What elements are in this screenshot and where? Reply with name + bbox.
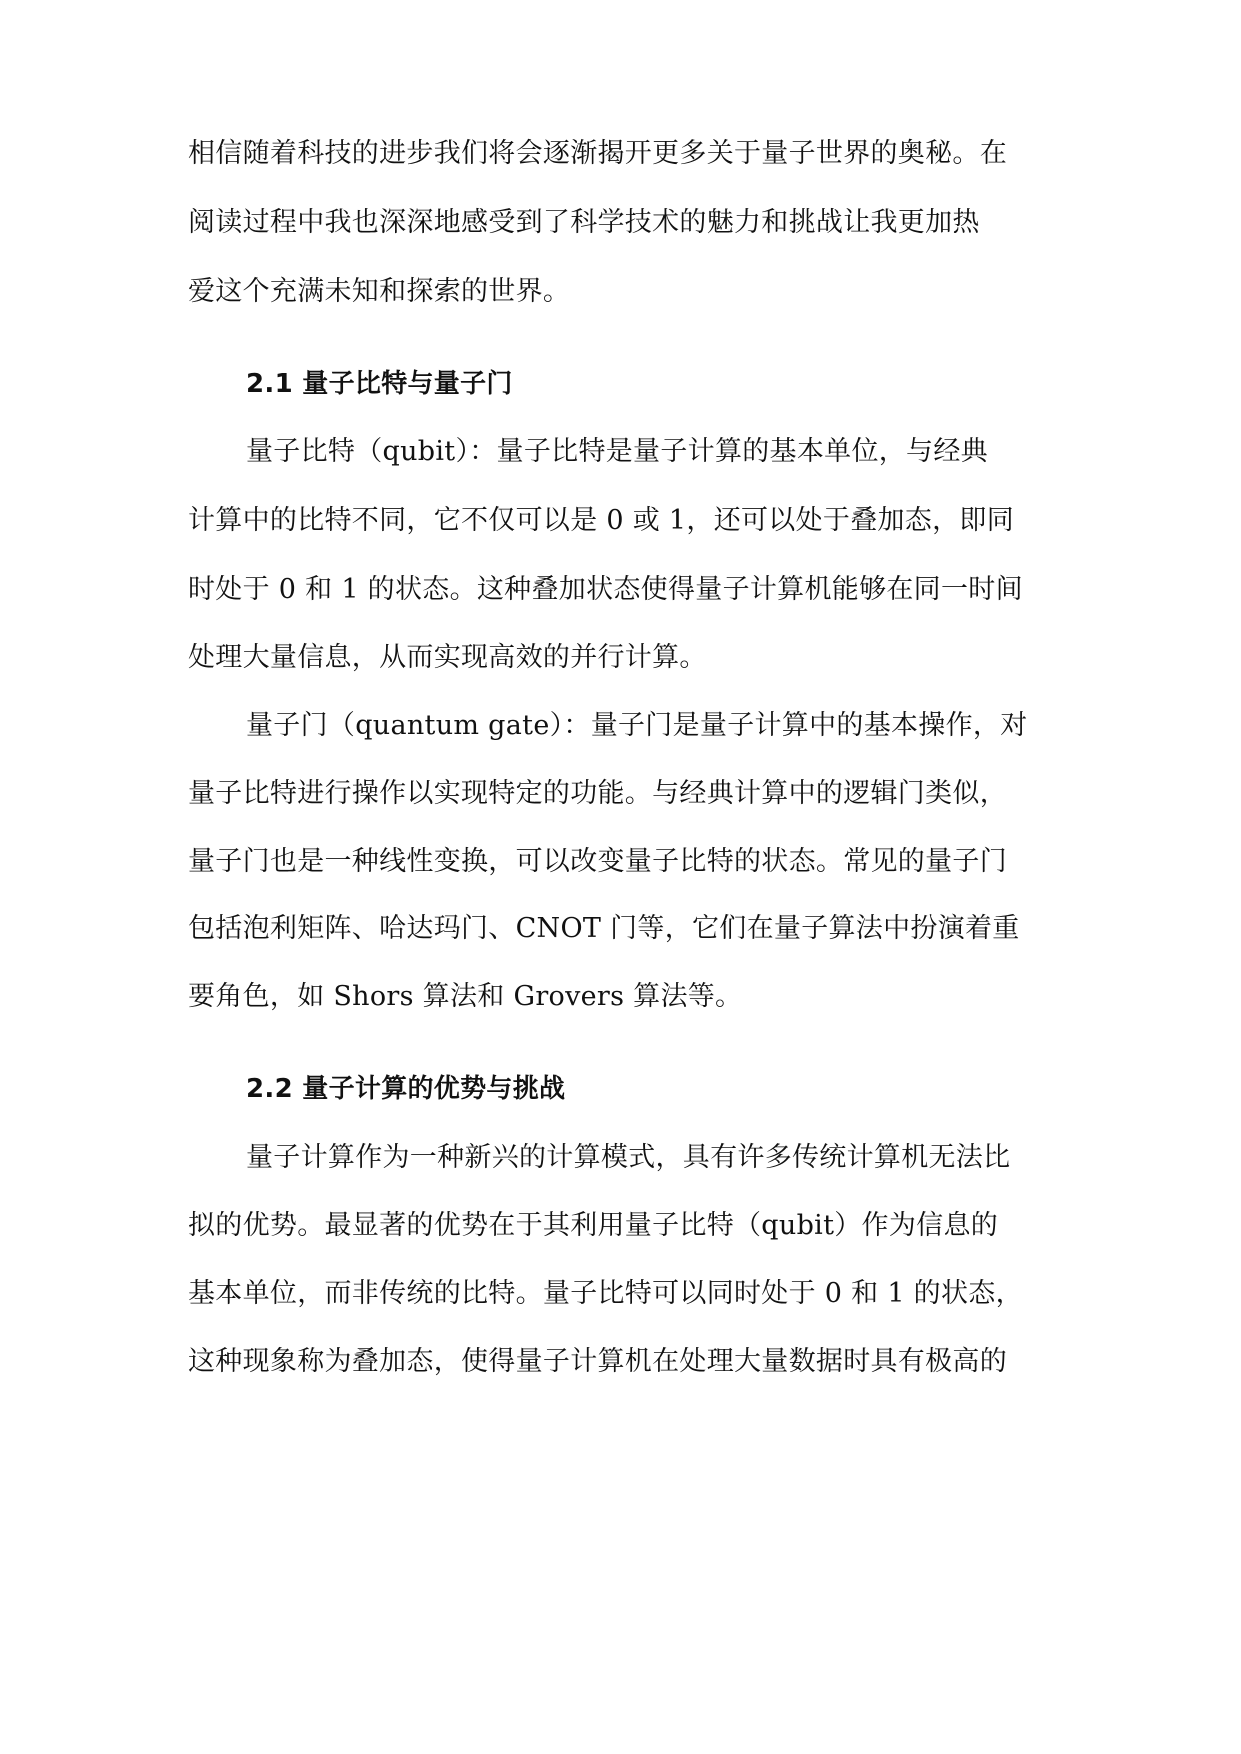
paragraph-line: 要角色，如 Shors 算法和 Grovers 算法等。 — [188, 981, 743, 1012]
paragraph-line: 量子计算作为一种新兴的计算模式，具有许多传统计算机无法比 — [246, 1142, 1011, 1173]
paragraph-line: 处理大量信息，从而实现高效的并行计算。 — [188, 642, 707, 673]
paragraph-line: 计算中的比特不同，它不仅可以是 0 或 1，还可以处于叠加态，即同 — [188, 505, 1015, 536]
paragraph-line: 基本单位，而非传统的比特。量子比特可以同时处于 0 和 1 的状态， — [188, 1278, 1023, 1309]
paragraph-line: 拟的优势。最显著的优势在于其利用量子比特（qubit）作为信息的 — [188, 1210, 999, 1241]
paragraph-line: 量子门（quantum gate）：量子门是量子计算中的基本操作，对 — [246, 710, 1028, 741]
paragraph-line: 量子比特进行操作以实现特定的功能。与经典计算中的逻辑门类似， — [188, 778, 1007, 809]
paragraph-line: 爱这个充满未知和探索的世界。 — [188, 276, 571, 307]
paragraph-line: 包括泡利矩阵、哈达玛门、CNOT 门等，它们在量子算法中扮演着重 — [188, 913, 1020, 944]
paragraph-line: 这种现象称为叠加态，使得量子计算机在处理大量数据时具有极高的 — [188, 1346, 1007, 1377]
section-heading-2-1: 2.1 量子比特与量子门 — [246, 369, 513, 399]
paragraph-line: 阅读过程中我也深深地感受到了科学技术的魅力和挑战让我更加热 — [188, 207, 980, 238]
paragraph-line: 相信随着科技的进步我们将会逐渐揭开更多关于量子世界的奥秘。在 — [188, 138, 1007, 169]
section-heading-2-2: 2.2 量子计算的优势与挑战 — [246, 1074, 566, 1104]
paragraph-line: 量子比特（qubit）：量子比特是量子计算的基本单位，与经典 — [246, 436, 988, 467]
paragraph-line: 量子门也是一种线性变换，可以改变量子比特的状态。常见的量子门 — [188, 846, 1007, 877]
paragraph-line: 时处于 0 和 1 的状态。这种叠加状态使得量子计算机能够在同一时间 — [188, 574, 1023, 605]
